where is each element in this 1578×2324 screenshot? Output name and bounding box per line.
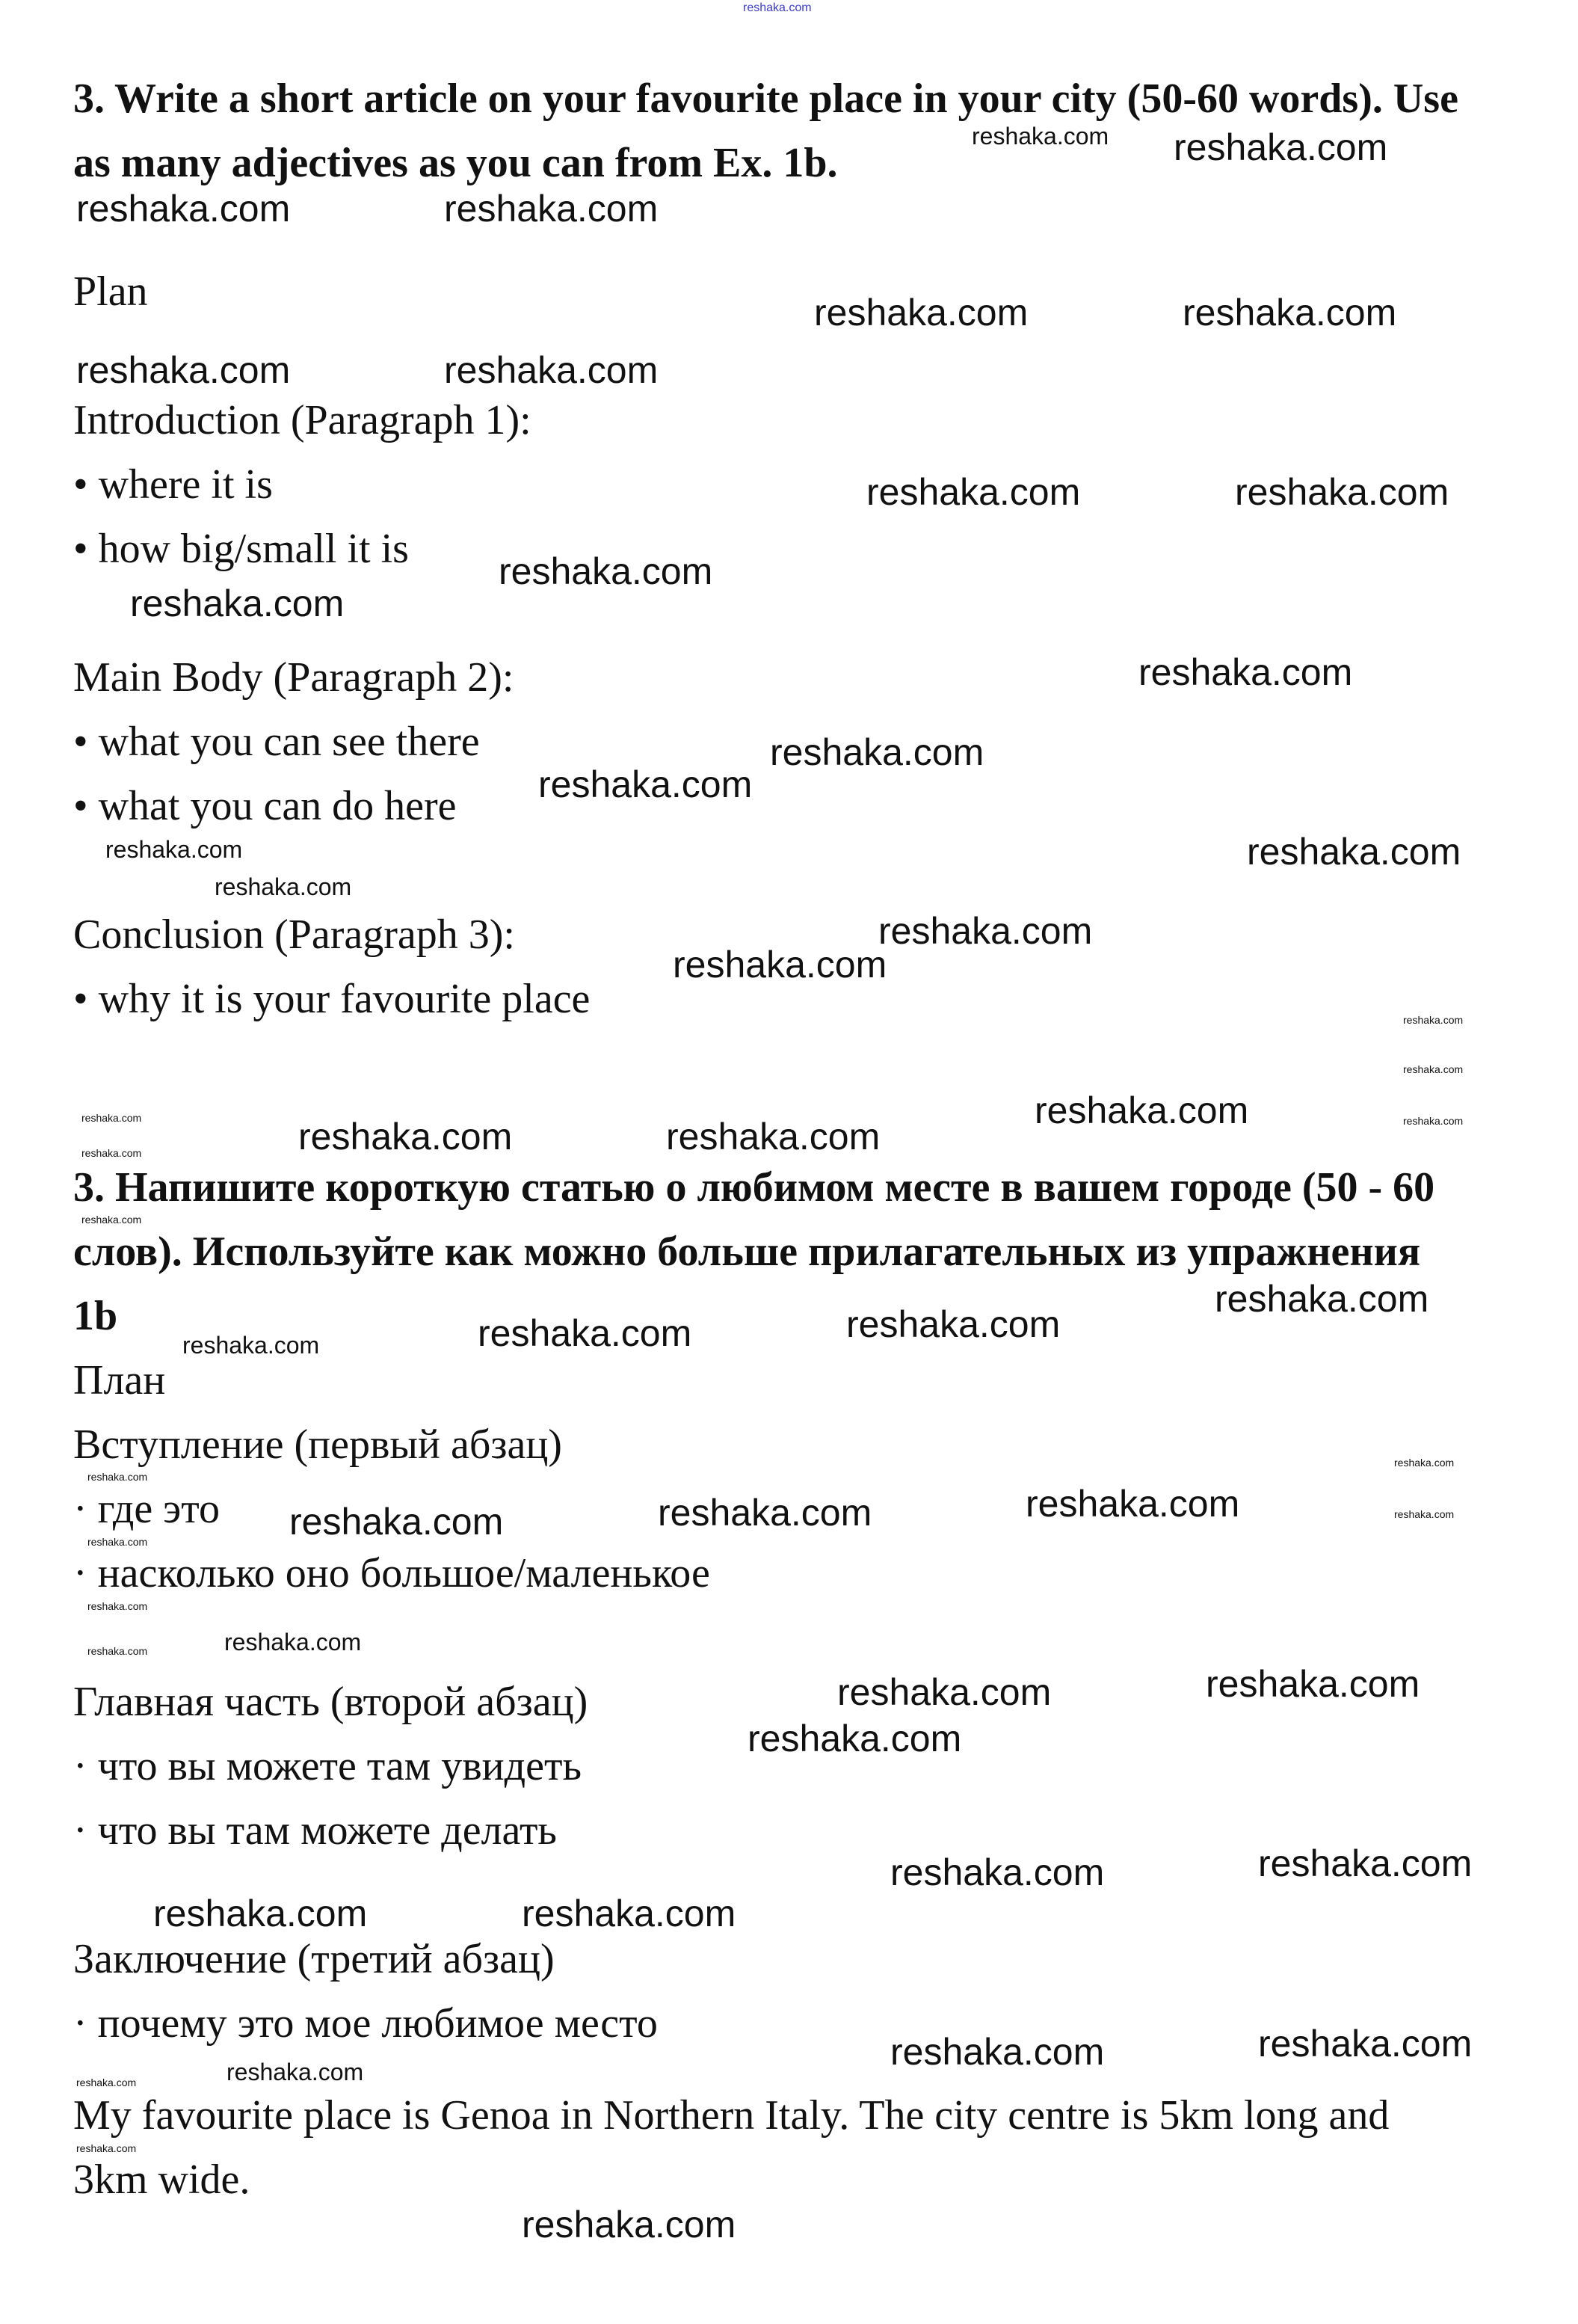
watermark: reshaka.com xyxy=(182,1332,320,1359)
watermark: reshaka.com xyxy=(1183,292,1397,333)
watermark: reshaka.com xyxy=(215,873,352,900)
watermark: reshaka.com xyxy=(522,2204,736,2245)
intro-item: · где это xyxy=(73,1486,220,1532)
answer-text: My favourite place is Genoa in Northern Italy. The city centre is 5km long and xyxy=(73,2092,1390,2139)
watermark: reshaka.com xyxy=(224,1629,362,1656)
watermark: reshaka.com xyxy=(1403,1014,1464,1026)
watermark: reshaka.com xyxy=(289,1501,504,1543)
watermark: reshaka.com xyxy=(87,1536,148,1548)
watermark: reshaka.com xyxy=(770,731,984,773)
watermark: reshaka.com xyxy=(1138,651,1353,693)
watermark: reshaka.com xyxy=(1403,1115,1464,1127)
watermark: reshaka.com xyxy=(866,471,1081,513)
task-heading-en: 3. Write a short article on your favourite place in your city (50-60 words). Use xyxy=(73,76,1458,122)
watermark: reshaka.com xyxy=(1394,1457,1455,1469)
watermark: reshaka.com xyxy=(748,1718,962,1759)
watermark: reshaka.com xyxy=(298,1116,513,1158)
watermark: reshaka.com xyxy=(1394,1508,1455,1520)
watermark: reshaka.com xyxy=(76,2142,137,2154)
watermark: reshaka.com xyxy=(81,1112,142,1124)
watermark: reshaka.com xyxy=(1174,126,1388,168)
main-heading-ru: Главная часть (второй абзац) xyxy=(73,1679,588,1725)
watermark: reshaka.com xyxy=(87,1471,148,1483)
task-heading-ru-cont: слов). Используйте как можно больше прилагательных из упражнения xyxy=(73,1229,1421,1275)
watermark: reshaka.com xyxy=(878,910,1093,952)
watermark: reshaka.com xyxy=(1215,1278,1429,1320)
plan-label-ru: План xyxy=(73,1357,166,1404)
watermark: reshaka.com xyxy=(499,550,713,592)
intro-item: • how big/small it is xyxy=(73,526,409,572)
watermark: reshaka.com xyxy=(846,1303,1061,1345)
intro-item: • where it is xyxy=(73,461,273,508)
watermark: reshaka.com xyxy=(890,2031,1105,2073)
watermark: reshaka.com xyxy=(814,292,1029,333)
task-heading-ru: 3. Напишите короткую статью о любимом месте в вашем городе (50 - 60 xyxy=(73,1164,1435,1211)
watermark: reshaka.com xyxy=(76,188,291,230)
watermark: reshaka.com xyxy=(226,2059,364,2085)
watermark: reshaka.com xyxy=(1035,1089,1249,1131)
answer-text-cont: 3km wide. xyxy=(73,2157,250,2203)
watermark: reshaka.com xyxy=(673,944,887,986)
watermark: reshaka.com xyxy=(444,349,659,391)
task-heading-ru-cont2: 1b xyxy=(73,1293,118,1339)
watermark: reshaka.com xyxy=(522,1893,736,1934)
watermark: reshaka.com xyxy=(666,1116,881,1158)
intro-item: · насколько оно большое/маленькое xyxy=(73,1550,710,1596)
watermark: reshaka.com xyxy=(81,1147,142,1159)
watermark: reshaka.com xyxy=(76,349,291,391)
watermark: reshaka.com xyxy=(87,1645,148,1657)
intro-heading-en: Introduction (Paragraph 1): xyxy=(73,397,531,443)
main-item: · что вы там можете делать xyxy=(73,1807,557,1854)
main-item: • what you can do here xyxy=(73,783,457,829)
watermark: reshaka.com xyxy=(658,1492,872,1534)
main-item: • what you can see there xyxy=(73,719,480,765)
watermark: reshaka.com xyxy=(1258,2023,1473,2065)
watermark: reshaka.com xyxy=(105,836,243,863)
watermark: reshaka.com xyxy=(972,123,1109,150)
watermark: reshaka.com xyxy=(1235,471,1449,513)
header-watermark: reshaka.com xyxy=(743,1,812,14)
watermark: reshaka.com xyxy=(130,582,345,624)
conclusion-heading-en: Conclusion (Paragraph 3): xyxy=(73,912,515,958)
watermark: reshaka.com xyxy=(1026,1483,1240,1525)
watermark: reshaka.com xyxy=(1258,1842,1473,1884)
task-heading-en-cont: as many adjectives as you can from Ex. 1b. xyxy=(73,140,838,186)
main-item: · что вы можете там увидеть xyxy=(73,1743,582,1789)
main-heading-en: Main Body (Paragraph 2): xyxy=(73,654,514,701)
conclusion-item: • why it is your favourite place xyxy=(73,976,591,1022)
watermark: reshaka.com xyxy=(1206,1663,1420,1705)
conclusion-heading-ru: Заключение (третий абзац) xyxy=(73,1936,555,1982)
watermark: reshaka.com xyxy=(444,188,659,230)
watermark: reshaka.com xyxy=(1403,1063,1464,1075)
plan-label-en: Plan xyxy=(73,268,148,315)
conclusion-item: · почему это мое любимое место xyxy=(73,2000,658,2047)
watermark: reshaka.com xyxy=(76,2076,137,2088)
watermark: reshaka.com xyxy=(153,1893,368,1934)
watermark: reshaka.com xyxy=(81,1214,142,1226)
watermark: reshaka.com xyxy=(837,1671,1052,1713)
watermark: reshaka.com xyxy=(538,763,753,805)
watermark: reshaka.com xyxy=(1247,831,1461,873)
watermark: reshaka.com xyxy=(478,1312,692,1354)
intro-heading-ru: Вступление (первый абзац) xyxy=(73,1421,562,1468)
watermark: reshaka.com xyxy=(87,1600,148,1612)
watermark: reshaka.com xyxy=(890,1851,1105,1893)
